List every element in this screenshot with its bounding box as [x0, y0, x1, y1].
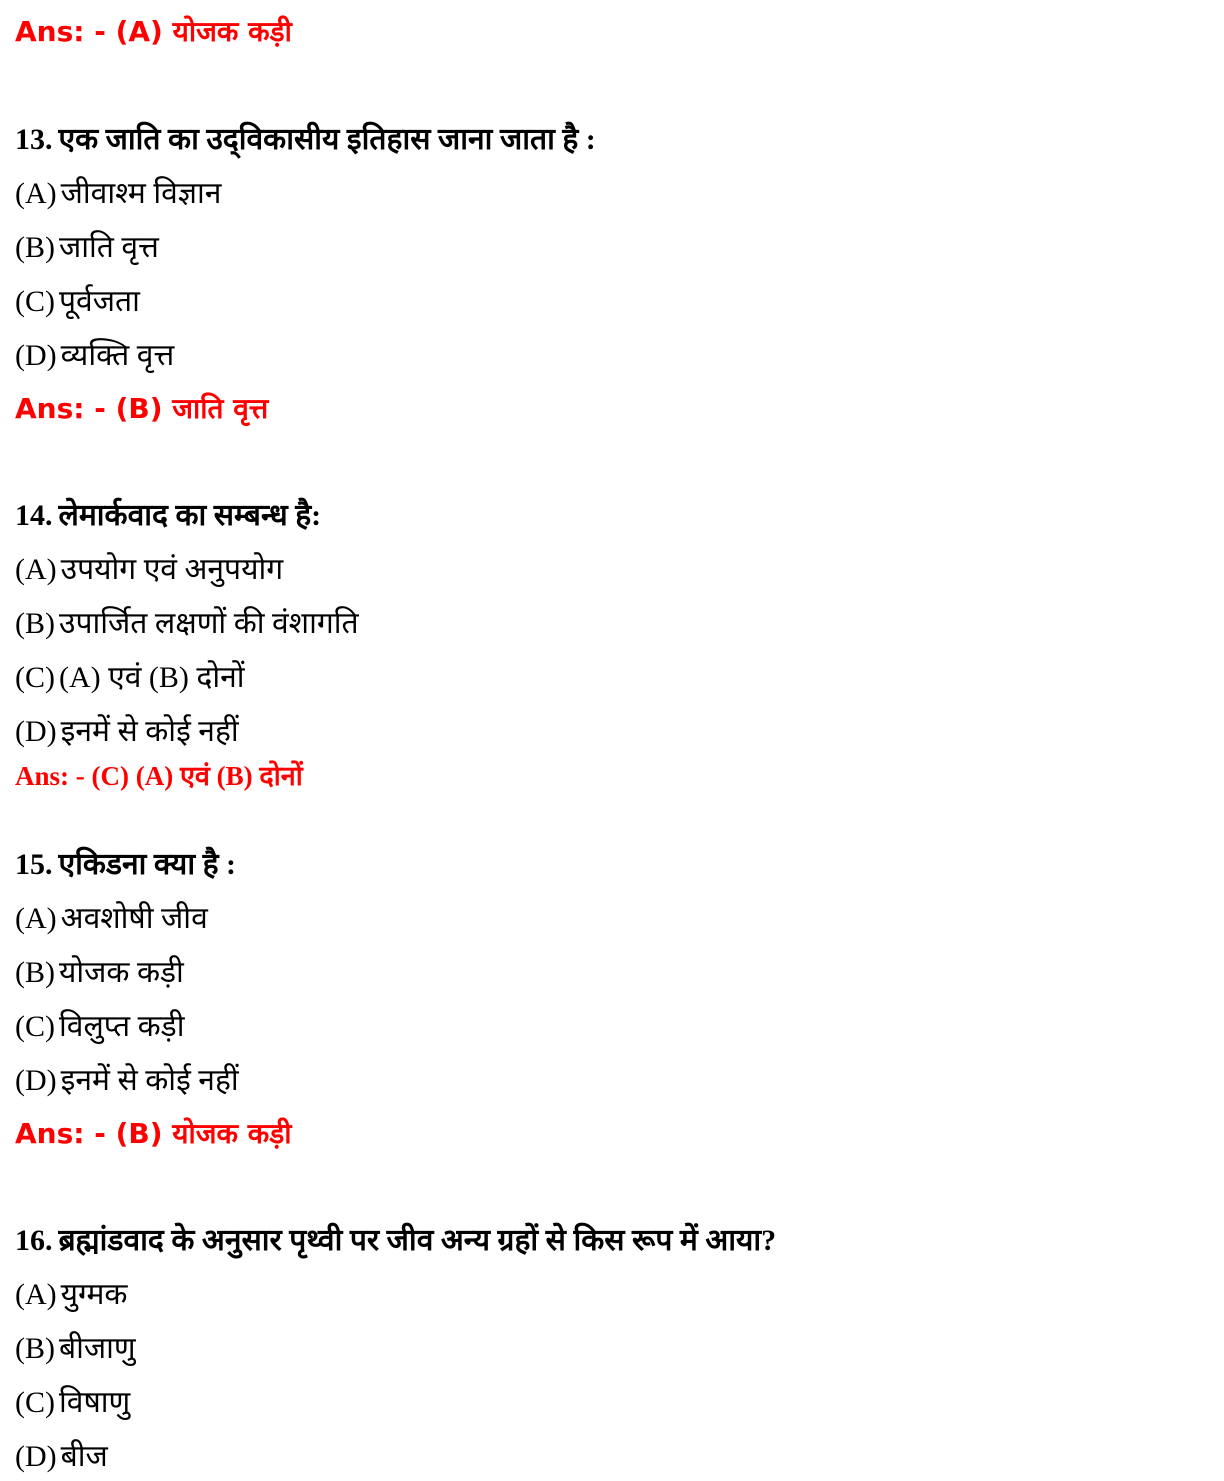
- option-text: उपयोग एवं अनुपयोग: [60, 553, 284, 586]
- option-text: विषाणु: [59, 1386, 131, 1419]
- option-text: जाति वृत्त: [59, 231, 159, 264]
- option-label: (B): [15, 1332, 55, 1365]
- option-text: इनमें से कोई नहीं: [60, 1064, 239, 1097]
- option-label: (C): [15, 1386, 55, 1419]
- q16-option-d: [15, 1437, 108, 1477]
- option-text: व्यक्ति वृत्त: [60, 339, 175, 372]
- option-label: (A): [15, 177, 57, 210]
- question-number: 16.: [15, 1224, 53, 1257]
- option-text: योजक कड़ी: [59, 956, 184, 989]
- option-text: इनमें से कोई नहीं: [60, 715, 239, 748]
- q14-option-c: [15, 658, 245, 698]
- q13-option-a: [15, 174, 221, 214]
- q13-option-b: [15, 228, 159, 268]
- q13-option-d: [15, 336, 174, 376]
- option-label: (A): [15, 1278, 57, 1311]
- q15-option-b: [15, 953, 184, 993]
- option-label: (A): [15, 553, 57, 586]
- option-label: (A): [15, 902, 57, 935]
- question-number: 13.: [15, 123, 53, 156]
- option-text: बीजाणु: [59, 1332, 136, 1365]
- question-number: 14.: [15, 499, 53, 532]
- option-text: युग्मक: [60, 1278, 128, 1311]
- question-text: एक जाति का उद्‌विकासीय इतिहास जाना जाता है :: [58, 123, 596, 156]
- option-label: (D): [15, 339, 57, 372]
- q16-option-b: [15, 1329, 136, 1369]
- question-text: ब्रह्मांडवाद के अनुसार पृथ्वी पर जीव अन्य ग्रहों से किस रूप में आया?: [58, 1224, 777, 1257]
- q13-option-c: [15, 282, 140, 322]
- q13-answer: Ans: - (B) जाति वृत्त: [15, 392, 269, 425]
- question-14: [15, 496, 321, 536]
- question-15: [15, 845, 236, 885]
- q15-option-d: [15, 1061, 239, 1101]
- q15-option-c: [15, 1007, 185, 1047]
- q16-option-c: [15, 1383, 130, 1423]
- question-16: [15, 1221, 776, 1261]
- option-label: (D): [15, 1440, 57, 1473]
- option-label: (B): [15, 607, 55, 640]
- q16-option-a: [15, 1275, 127, 1315]
- option-text: जीवाश्म विज्ञान: [60, 177, 222, 210]
- option-label: (C): [15, 1010, 55, 1043]
- option-label: (D): [15, 1064, 57, 1097]
- option-label: (C): [15, 661, 55, 694]
- q14-answer: Ans: - (C) (A) एवं (B) दोनों: [15, 761, 303, 791]
- option-text: उपार्जित लक्षणों की वंशागति: [59, 607, 359, 640]
- question-13: [15, 120, 596, 160]
- q15-option-a: [15, 899, 208, 939]
- option-label: (B): [15, 956, 55, 989]
- question-text: लेमार्कवाद का सम्बन्ध है:: [58, 499, 322, 532]
- option-label: (D): [15, 715, 57, 748]
- q14-option-b: [15, 604, 359, 644]
- q14-option-d: [15, 712, 239, 752]
- q15-answer: Ans: - (B) योजक कड़ी: [15, 1117, 292, 1150]
- option-text: पूर्वजता: [59, 285, 140, 318]
- question-number: 15.: [15, 848, 53, 881]
- option-text: बीज: [60, 1440, 108, 1473]
- option-label: (C): [15, 285, 55, 318]
- option-text: अवशोषी जीव: [60, 902, 208, 935]
- option-text: विलुप्त कड़ी: [59, 1010, 185, 1043]
- previous-answer: Ans: - (A) योजक कड़ी: [15, 15, 292, 48]
- option-text: (A) एवं (B) दोनों: [59, 661, 245, 694]
- option-label: (B): [15, 231, 55, 264]
- question-text: एकिडना क्या है :: [58, 848, 237, 881]
- q14-option-a: [15, 550, 283, 590]
